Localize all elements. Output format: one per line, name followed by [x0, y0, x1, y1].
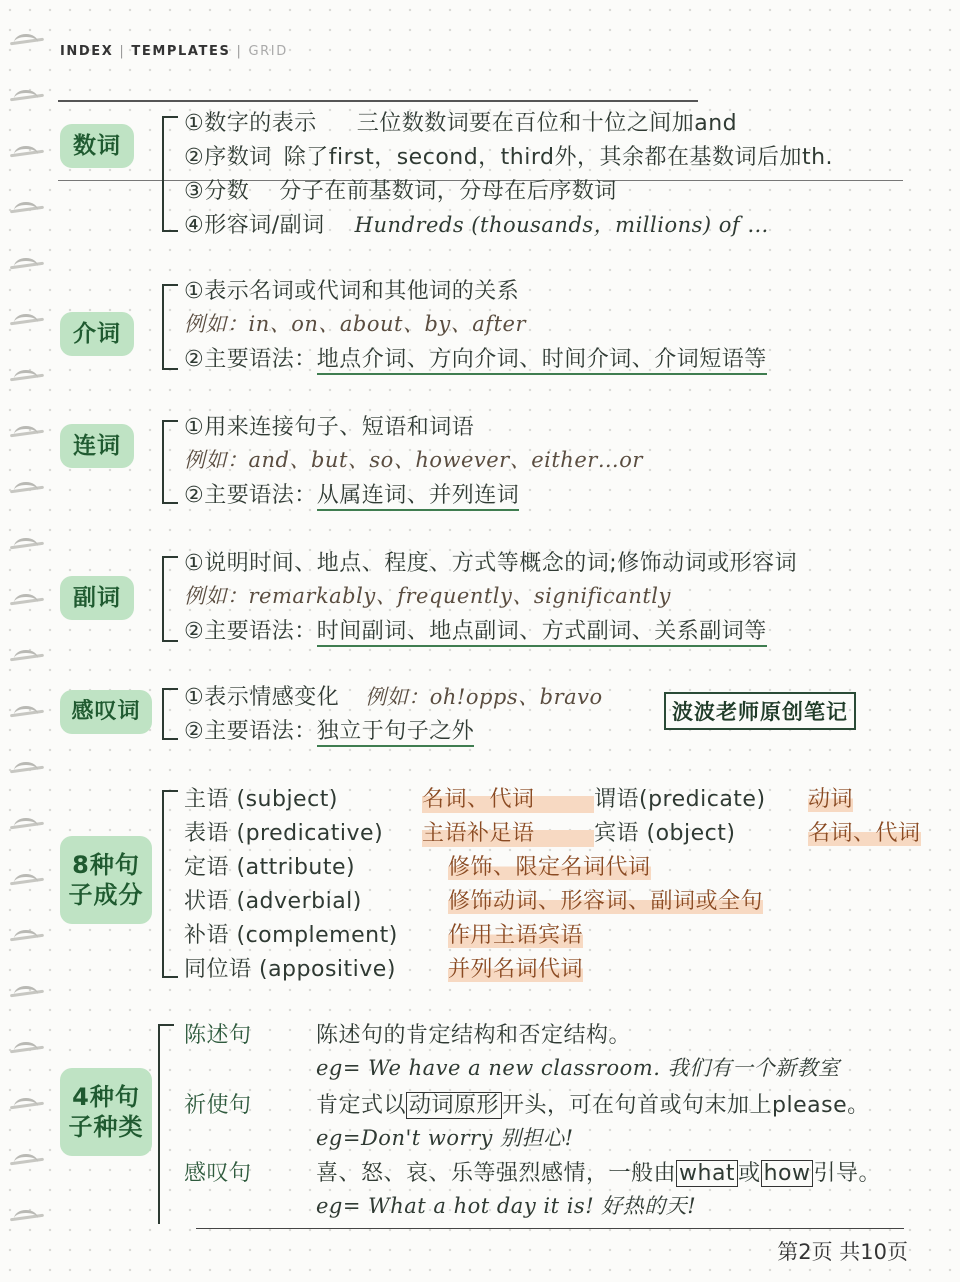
- section-badge-numeral: 数词: [60, 124, 134, 168]
- imperative-desc: 肯定式以 动词原形 开头，可在句首或句末加上please。: [316, 1093, 870, 1118]
- bracket: [162, 688, 178, 740]
- adverb-line-2: 例如：remarkably、frequently、significantly: [184, 584, 671, 608]
- component-row: 主语 (subject) 名词、代词 谓语(predicate) 动词: [184, 782, 853, 813]
- spiral-coil: [10, 706, 44, 722]
- numeral-line-3: ③分数 分子在前基数词，分母在后序数词: [184, 179, 617, 204]
- declarative-example: eg= We have a new classroom. 我们有一个新教室: [316, 1056, 840, 1080]
- spiral-coil: [10, 1210, 44, 1226]
- spiral-coil: [10, 1098, 44, 1114]
- preposition-line-2: 例如：in、on、about、by、after: [184, 312, 526, 336]
- bracket: [162, 790, 178, 978]
- spiral-coil: [10, 314, 44, 330]
- component-row: 定语 (attribute) 修饰、限定名词代词: [184, 855, 651, 880]
- spiral-coil: [10, 482, 44, 498]
- sentence-type-exclamatory: 感叹句: [184, 1161, 252, 1186]
- section-badge-interjection: 感叹词: [60, 690, 152, 734]
- spiral-coil: [10, 538, 44, 554]
- spiral-coil: [10, 930, 44, 946]
- component-row: 表语 (predicative) 主语补足语 宾语 (object) 名词、代词: [184, 816, 921, 847]
- spiral-binding: [0, 20, 50, 1270]
- spiral-coil: [10, 258, 44, 274]
- spiral-coil: [10, 202, 44, 218]
- component-row: 补语 (complement) 作用主语宾语: [184, 923, 584, 948]
- conjunction-line-3: ②主要语法：从属连词、并列连词: [184, 478, 519, 509]
- conjunction-line-1: ①用来连接句子、短语和词语: [184, 415, 475, 440]
- bracket: [162, 556, 178, 642]
- top-rule: [58, 100, 698, 102]
- conjunction-line-2: 例如：and、but、so、however、either…or: [184, 448, 643, 472]
- spiral-coil: [10, 818, 44, 834]
- bracket-tick: [160, 1024, 174, 1026]
- page-number: 第2页 共10页: [777, 1240, 908, 1264]
- bracket: [162, 116, 178, 232]
- spiral-coil: [10, 874, 44, 890]
- section-badge-sentence-types: 4种句子种类: [60, 1068, 152, 1156]
- section-badge-adverb: 副词: [60, 576, 134, 620]
- bracket: [162, 420, 178, 504]
- bracket-line: [158, 1024, 160, 1224]
- header-index: INDEX: [60, 44, 114, 59]
- bracket: [162, 284, 178, 370]
- spiral-coil: [10, 370, 44, 386]
- page-header: INDEX | TEMPLATES | GRID: [60, 44, 288, 59]
- bottom-rule: [196, 1228, 904, 1229]
- section-badge-conjunction: 连词: [60, 424, 134, 468]
- spiral-coil: [10, 146, 44, 162]
- sentence-type-imperative: 祈使句: [184, 1093, 252, 1118]
- exclamatory-desc: 喜、怒、哀、乐等强烈感情，一般由 what 或 how 引导。: [316, 1161, 881, 1186]
- spiral-coil: [10, 650, 44, 666]
- component-row: 状语 (adverbial) 修饰动词、形容词、副词或全句: [184, 889, 764, 914]
- numeral-line-1: ①数字的表示 三位数数词要在百位和十位之间加and: [184, 111, 738, 136]
- preposition-line-1: ①表示名词或代词和其他词的关系: [184, 279, 520, 304]
- imperative-example: eg=Don't worry 别担心!: [316, 1126, 574, 1150]
- header-grid: GRID: [248, 44, 288, 59]
- spiral-coil: [10, 90, 44, 106]
- section-badge-components: 8种句子成分: [60, 836, 152, 924]
- interjection-line-1: ①表示情感变化 例如：oh!opps、bravo: [184, 685, 603, 710]
- spiral-coil: [10, 426, 44, 442]
- spiral-coil: [10, 34, 44, 50]
- spiral-coil: [10, 762, 44, 778]
- sentence-type-declarative: 陈述句: [184, 1023, 252, 1048]
- preposition-line-3: ②主要语法：地点介词、方向介词、时间介词、介词短语等: [184, 342, 767, 373]
- adverb-line-3: ②主要语法：时间副词、地点副词、方式副词、关系副词等: [184, 614, 767, 645]
- adverb-line-1: ①说明时间、地点、程度、方式等概念的词;修饰动词或形容词: [184, 551, 798, 576]
- spiral-coil: [10, 594, 44, 610]
- numeral-line-2: ②序数词 除了first，second，third外，其余都在基数词后加th.: [184, 145, 834, 170]
- header-templates: TEMPLATES: [131, 44, 231, 59]
- author-stamp: 波波老师原创笔记: [664, 692, 856, 730]
- section-badge-preposition: 介词: [60, 312, 134, 356]
- interjection-line-2: ②主要语法：独立于句子之外: [184, 714, 474, 745]
- numeral-line-4: ④形容词/副词 Hundreds (thousands，millions) of …: [184, 213, 769, 238]
- exclamatory-example: eg= What a hot day it is! 好热的天!: [316, 1194, 697, 1218]
- component-row: 同位语 (appositive) 并列名词代词: [184, 957, 584, 982]
- declarative-desc: 陈述句的肯定结构和否定结构。: [316, 1023, 632, 1048]
- spiral-coil: [10, 1154, 44, 1170]
- spiral-coil: [10, 1042, 44, 1058]
- spiral-coil: [10, 986, 44, 1002]
